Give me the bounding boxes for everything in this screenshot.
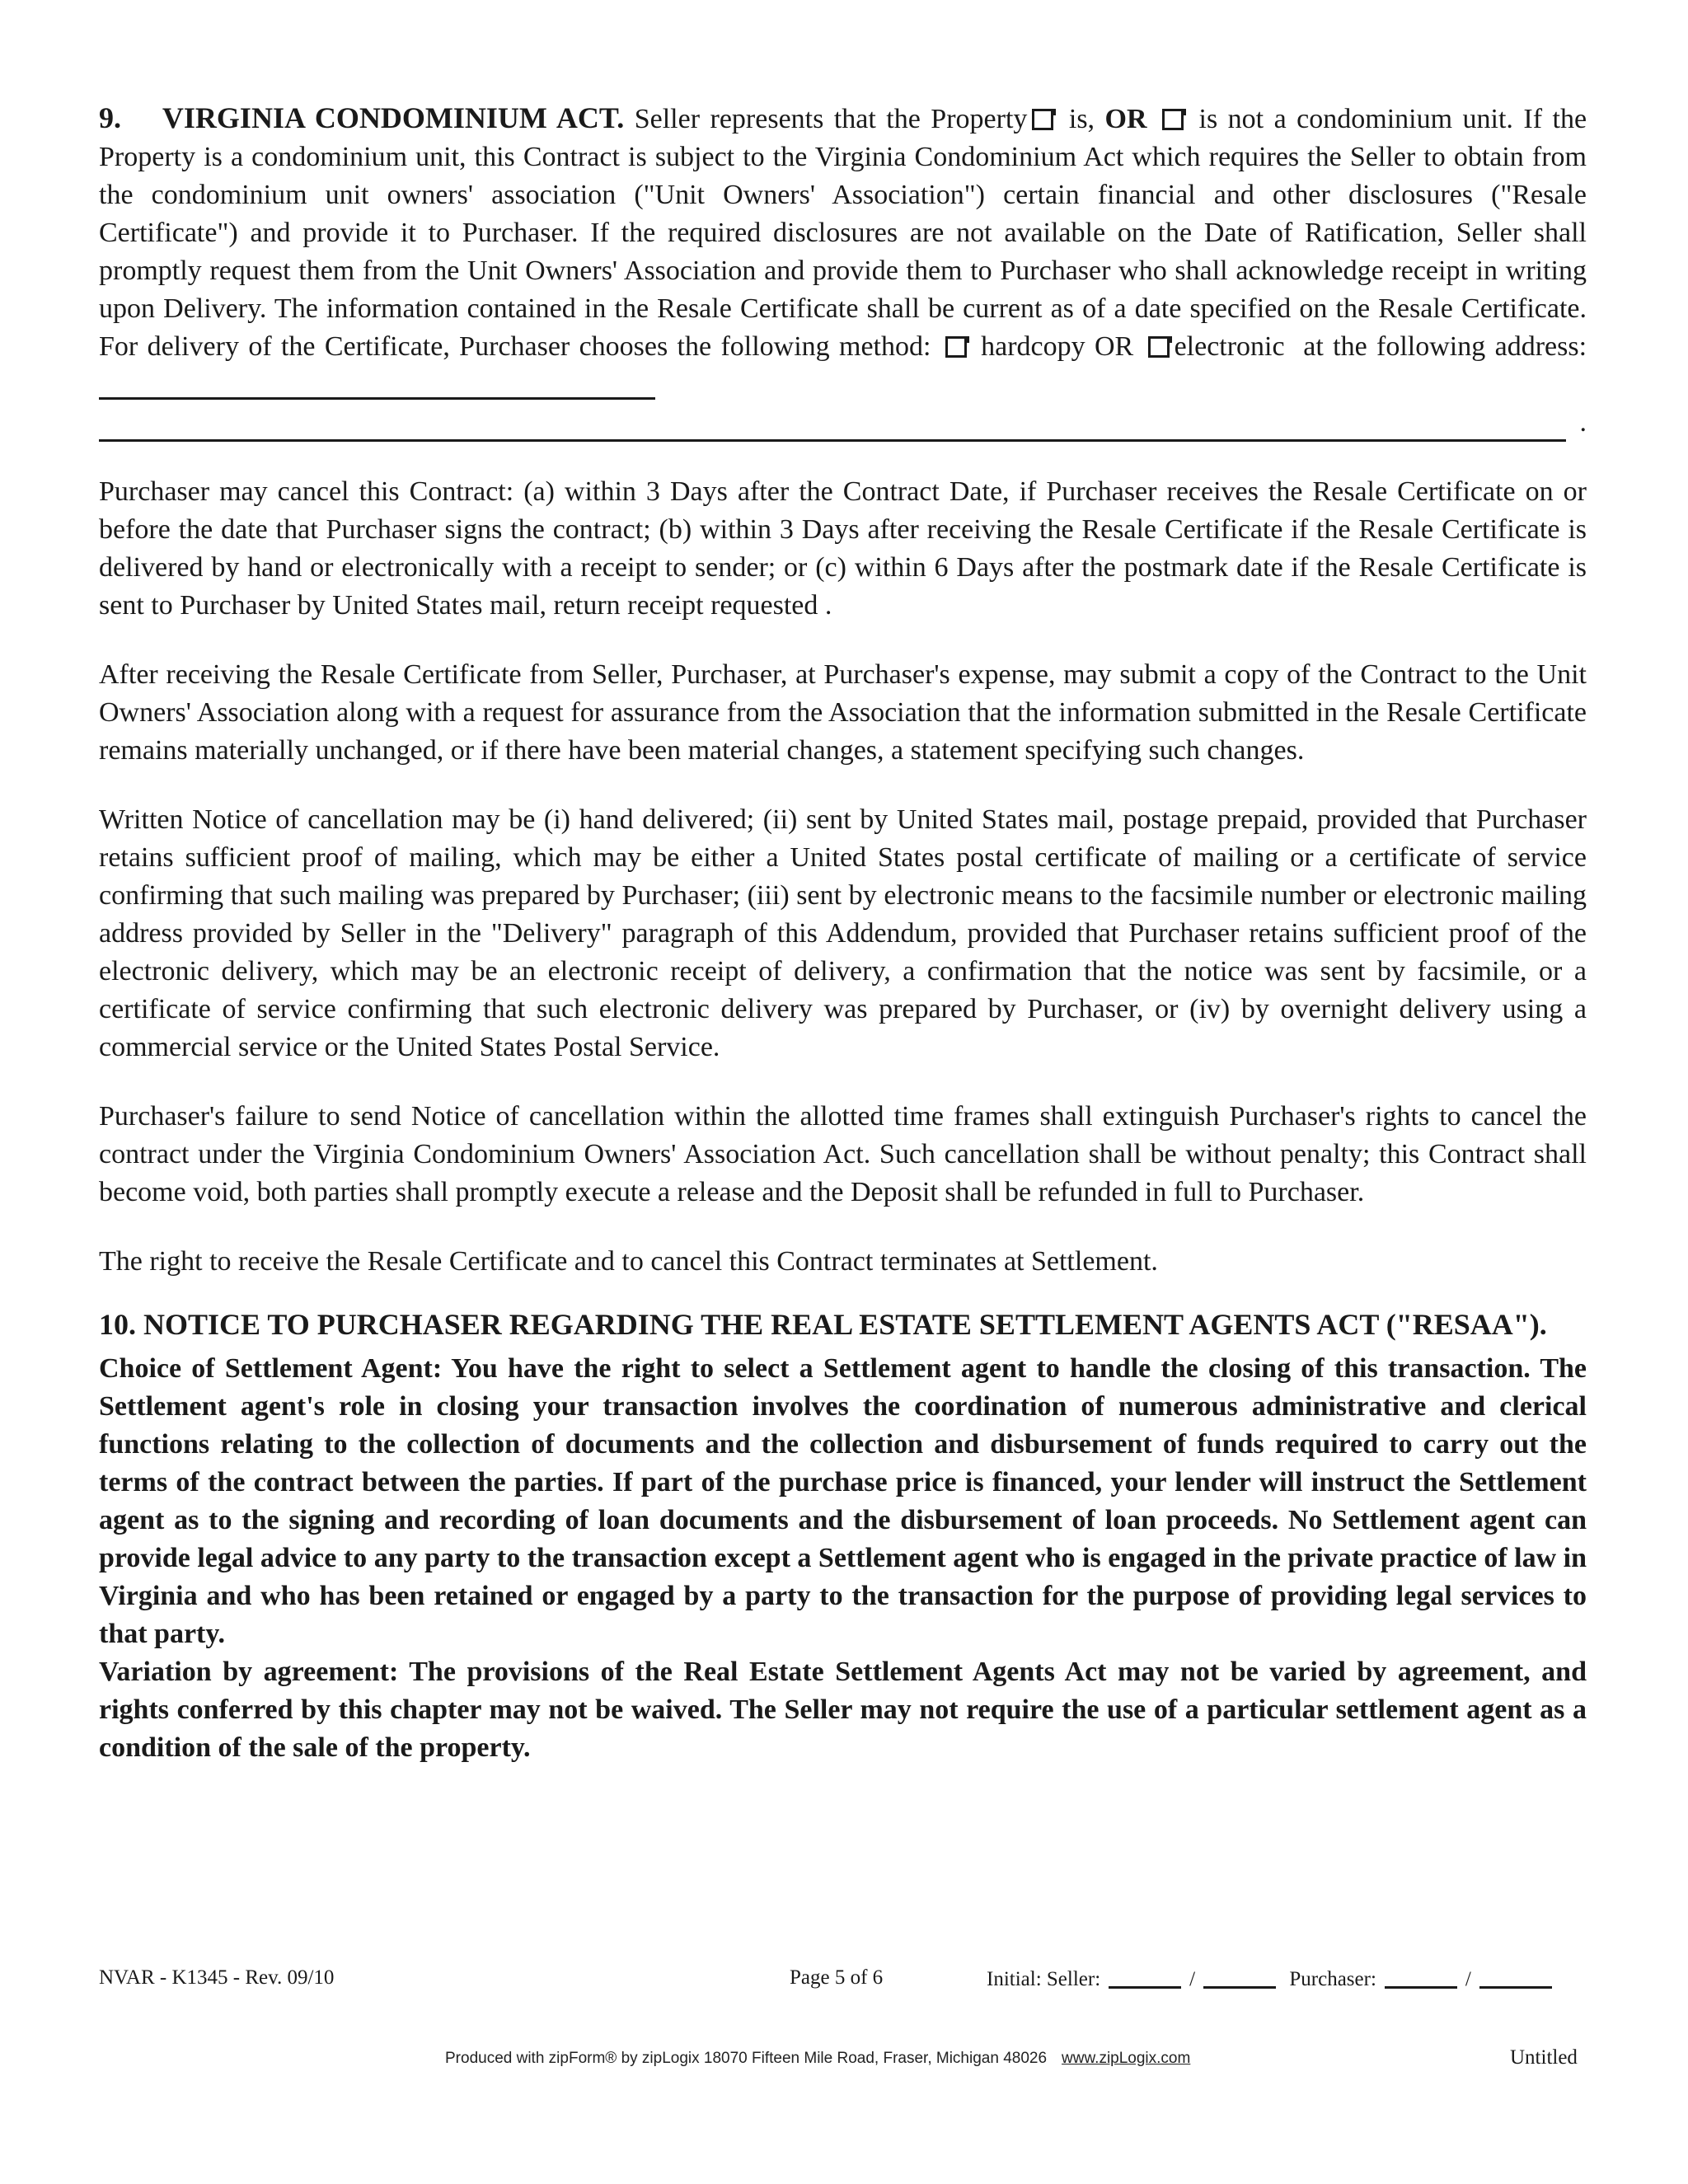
notice-paragraph: Written Notice of cancellation may be (i) hand delivered; (ii) sent by United States mail, postage prepaid, provided that Purchaser retains sufficient proof of mailing, which may be either a United States postal certificate of mailing or a certificate of service confirming that such mailing was prepared by Purchaser; (iii) sent by electronic means to the facsimile number or electronic mailing address provided by Seller in the "Delivery" paragraph of this Addendum, provided that Purchaser retains sufficient proof of the electronic delivery, which may be an electronic receipt of delivery, a confirmation that the notice was sent by facsimile, or a certificate of service confirming that such electronic delivery was prepared by Purchaser, or (iv) by overnight delivery using a commercial service or the United States Postal Service. [99, 804, 1587, 1062]
cancel-paragraph: Purchaser may cancel this Contract: (a) within 3 Days after the Contract Date, if Purchaser receives the Resale Certificate on or before the date that Purchaser signs the contract; (b) within 3 Days after receiving the Resale Certificate if the Resale Certificate is delivered by hand or electronically with a receipt to sender; or (c) within 6 Days after the postmark date if the Resale Certificate is sent to Purchaser by United States mail, return receipt requested . [99, 476, 1587, 621]
assurance-paragraph: After receiving the Resale Certificate from Seller, Purchaser, at Purchaser's expense, may submit a copy of the Contract to the Unit Owners' Association along with a request for assurance from the Association that the information submitted in the Resale Certificate remains materially unchanged, or if there have been material changes, a statement specifying such changes. [99, 659, 1587, 766]
hardcopy-label: hardcopy OR [981, 331, 1134, 362]
condo-is-not-checkbox[interactable] [1162, 109, 1184, 130]
choice-of-agent-paragraph: Choice of Settlement Agent: You have the right to select a Settlement agent to handle the closing of this transaction. The Settlement agent's role in closing your transaction involves the coordination of numerous administrative and clerical functions relating to the collection of documents and the collection and disbursement of funds required to carry out the terms of the contract between the parties. If part of the purchase price is financed, your lender will instruct the Settlement agent as to the signing and recording of loan documents and the disbursement of loan proceeds. No Settlement agent can provide legal advice to any party to the transaction except a Settlement agent who is engaged in the private practice of law in Virginia and who has been retained or engaged by a party to the transaction for the purpose of providing legal services to that party. [99, 1353, 1587, 1649]
seller-initial-slash: / [1189, 1968, 1196, 1990]
address-field-line-2[interactable] [99, 410, 1566, 442]
section-9-text-start: Seller represents that the Property [634, 104, 1028, 134]
initials-row [987, 1966, 1560, 1991]
is-label: is, [1068, 104, 1095, 134]
failure-paragraph: Purchaser's failure to send Notice of cancellation within the allotted time frames shall extinguish Purchaser's rights to cancel the contract under the Virginia Condominium Owners' Association Act. Such cancellation shall be without penalty; this Contract shall become void, both parties shall promptly execute a release and the Deposit shall be refunded in full to Purchaser. [99, 1101, 1587, 1207]
document-name: Untitled [1510, 2046, 1578, 2069]
purchaser-initial-slash: / [1465, 1968, 1471, 1990]
section-9-text-body: is not a condominium unit. If the Property is a condominium unit, this Contract is subject to the Virginia Condominium Act which requires the Seller to obtain from the condominium unit owners' association ("Unit Owners' Association") certain financial and other disclosures ("Resale Certificate") and provide it to Purchaser. If the required disclosures are not available on the Date of Ratification, Seller shall promptly request them from the Unit Owners' Association and provide them to Purchaser who shall acknowledge receipt in writing upon Delivery. The information contained in the Resale Certificate shall be current as of a date specified on the Resale Certificate. For delivery of the Certificate, Purchaser chooses the following method: [99, 104, 1587, 362]
section-9-paragraph [99, 99, 1587, 404]
seller-initial-2[interactable] [1203, 1966, 1276, 1989]
seller-initial-1[interactable] [1109, 1966, 1181, 1989]
document-page [99, 99, 1587, 1767]
variation-paragraph: Variation by agreement: The provisions of the Real Estate Settlement Agents Act may not be varied by agreement, and rights conferred by this chapter may not be waived. The Seller may not require the use of a particular settlement agent as a condition of the sale of the property. [99, 1657, 1587, 1763]
address-end-period: . [1579, 407, 1587, 438]
section-9-title: VIRGINIA CONDOMINIUM ACT. [162, 101, 625, 134]
electronic-label: electronic [1174, 331, 1285, 362]
purchaser-initial-label: Purchaser: [1289, 1968, 1376, 1990]
producer-text: Produced with zipForm® by zipLogix 18070 Fifteen Mile Road, Fraser, Michigan 48026 [445, 2050, 1048, 2067]
hardcopy-checkbox[interactable] [945, 336, 967, 358]
or-label: OR [1104, 104, 1147, 134]
purchaser-initial-1[interactable] [1385, 1966, 1457, 1989]
right-paragraph: The right to receive the Resale Certificate and to cancel this Contract terminates at Settlement. [99, 1246, 1158, 1277]
producer-line [445, 2050, 1190, 2068]
page-number: Page 5 of 6 [790, 1966, 884, 1989]
condo-is-checkbox[interactable] [1032, 109, 1053, 130]
address-field-line-1[interactable] [99, 369, 655, 400]
section-9-number: 9. [99, 101, 121, 134]
section-10-heading: 10. NOTICE TO PURCHASER REGARDING THE REAL ESTATE SETTLEMENT AGENTS ACT ("RESAA"). [99, 1308, 1547, 1341]
page-footer [99, 1966, 1587, 1999]
electronic-checkbox[interactable] [1148, 336, 1170, 358]
form-id: NVAR - K1345 - Rev. 09/10 [99, 1966, 335, 1989]
address-field-row-2 [99, 404, 1587, 442]
seller-initial-label: Initial: Seller: [987, 1968, 1101, 1990]
ziplogix-link[interactable]: www.zipLogix.com [1062, 2050, 1191, 2067]
address-label: at the following address: [1303, 331, 1587, 362]
purchaser-initial-2[interactable] [1479, 1966, 1552, 1989]
